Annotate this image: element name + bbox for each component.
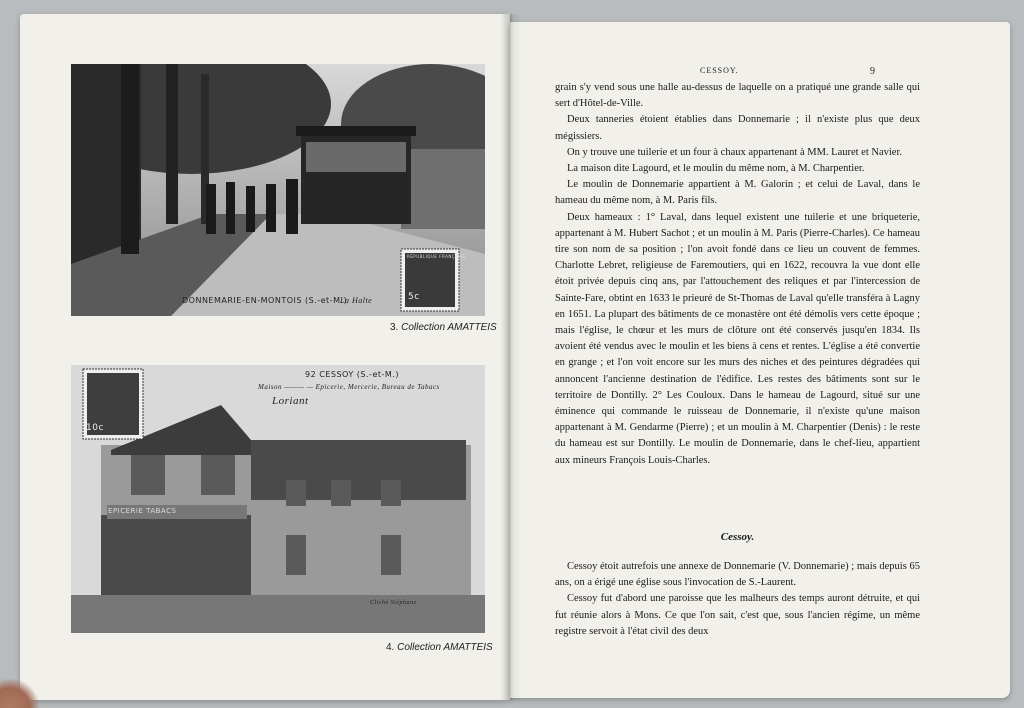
stamp-denomination: 5c [408, 292, 420, 302]
page-number: 9 [870, 66, 875, 77]
caption-number: 3. [390, 322, 399, 333]
postcard-subcaption: La Halte [340, 296, 373, 305]
book-gutter [500, 14, 522, 700]
thumb-finger [0, 668, 60, 708]
body-text [555, 80, 920, 640]
figure-caption-4 [386, 642, 493, 653]
caption-number: 4. [386, 642, 395, 653]
paragraph: grain s'y vend sous une halle au-dessus de laquelle on a pratiqué une grande salle qui sert d'Hôtel-de-Ville. [555, 82, 920, 110]
postcard-caption: DONNEMARIE-EN-MONTOIS (S.-et-M.) [182, 296, 348, 305]
paragraph: Deux hameaux : 1° Laval, dans lequel existent une tuilerie et une briqueterie, appartenant à M. Hubert Sachot ; et un moulin à M. Paris (Pierre-Charles). Ce hameau tire son nom de sa position ; l'on avoit fondé dans ce lieu un couvent de femmes. Charlotte Lebret, religieuse de Faremoutiers, qui en 1622, recouvra la vue dont elle étoit privée depuis cinq ans, par l'attouchement des reliques et par l'intercession de Sainte-Fare, obtint en 1633 le prieuré de St-Thomas de Laval qu'elle transféra à Lagny en 1651. La plupart des bâtiments de ce monastère ont été démolis vers cette époque ; mais l'église, le chœur et les murs de clôture ont été conservés jusqu'en 1834. Ils avoient été vendus avec le moulin et les biens à cens et rentes. L'église a été convertie en grange ; et l'on voit encore sur les murs des niches et des peintures dégradées qui annoncent l'ancienne destination de l'édifice. Les restes des bâtiments sont sur le territoire de Dontilly. 2° Les Couloux. Dans le hameau de Lagourd, situé sur une éminence qui commande le ruisseau de Donnemarie, il n'existe qu'une maison appartenant à M. Gendarme (Pierre) ; et un moulin à M. Charpentier (Denis) : le reste du hameau est sur Dontilly. Le moulin de Donnemarie, dans le chef-lieu, appartient aux mineurs François Louis-Charles. [555, 211, 920, 466]
section-title: Cessoy. [720, 530, 755, 543]
handwritten-note: Loriant [272, 395, 309, 407]
running-head: CESSOY. [700, 66, 739, 75]
photographer-credit: Cliché Stéphane [370, 600, 417, 606]
paragraph: Cessoy fut d'abord une paroisse que les malheurs des temps auront détruite, et qui fut réunie alors à Mons. Ce que l'on sait, c'est que, sous l'ancien régime, un même registre servoit à l'état civil des deux [555, 593, 920, 637]
paragraph: La maison dite Lagourd, et le moulin du même nom, à M. Charpentier. [567, 163, 865, 175]
paragraph: Cessoy étoit autrefois une annexe de Donnemarie (V. Donnemarie) ; mais depuis 65 ans, on a érigé une église sous l'invocation de S.-Laurent. [555, 561, 920, 589]
postcard-title: 92 CESSOY (S.-et-M.) [305, 370, 399, 379]
caption-text: Collection AMATTEIS [401, 322, 497, 333]
paragraph: On y trouve une tuilerie et un four à chaux appartenant à MM. Lauret et Navier. [567, 146, 903, 158]
stamp-denomination-2: 10c [86, 423, 104, 433]
paragraph: Le moulin de Donnemarie appartient à M. Galorin ; et celui de Laval, dans le hameau du même nom, à M. Paris fils. [555, 179, 920, 207]
paragraph: Deux tanneries étoient établies dans Donnemarie ; il n'existe plus que deux mégissiers. [555, 114, 920, 142]
shop-sign: EPICERIE TABACS [108, 507, 177, 515]
figure-caption-3 [390, 322, 497, 333]
stamp-country: RÉPUBLIQUE FRANÇAISE [407, 254, 467, 259]
caption-text: Collection AMATTEIS [397, 642, 493, 653]
postcard-photo-tram [71, 64, 485, 316]
postcard-subtitle: Maison ——— — Epicerie, Mercerie, Bureau de Tabacs [258, 383, 440, 391]
